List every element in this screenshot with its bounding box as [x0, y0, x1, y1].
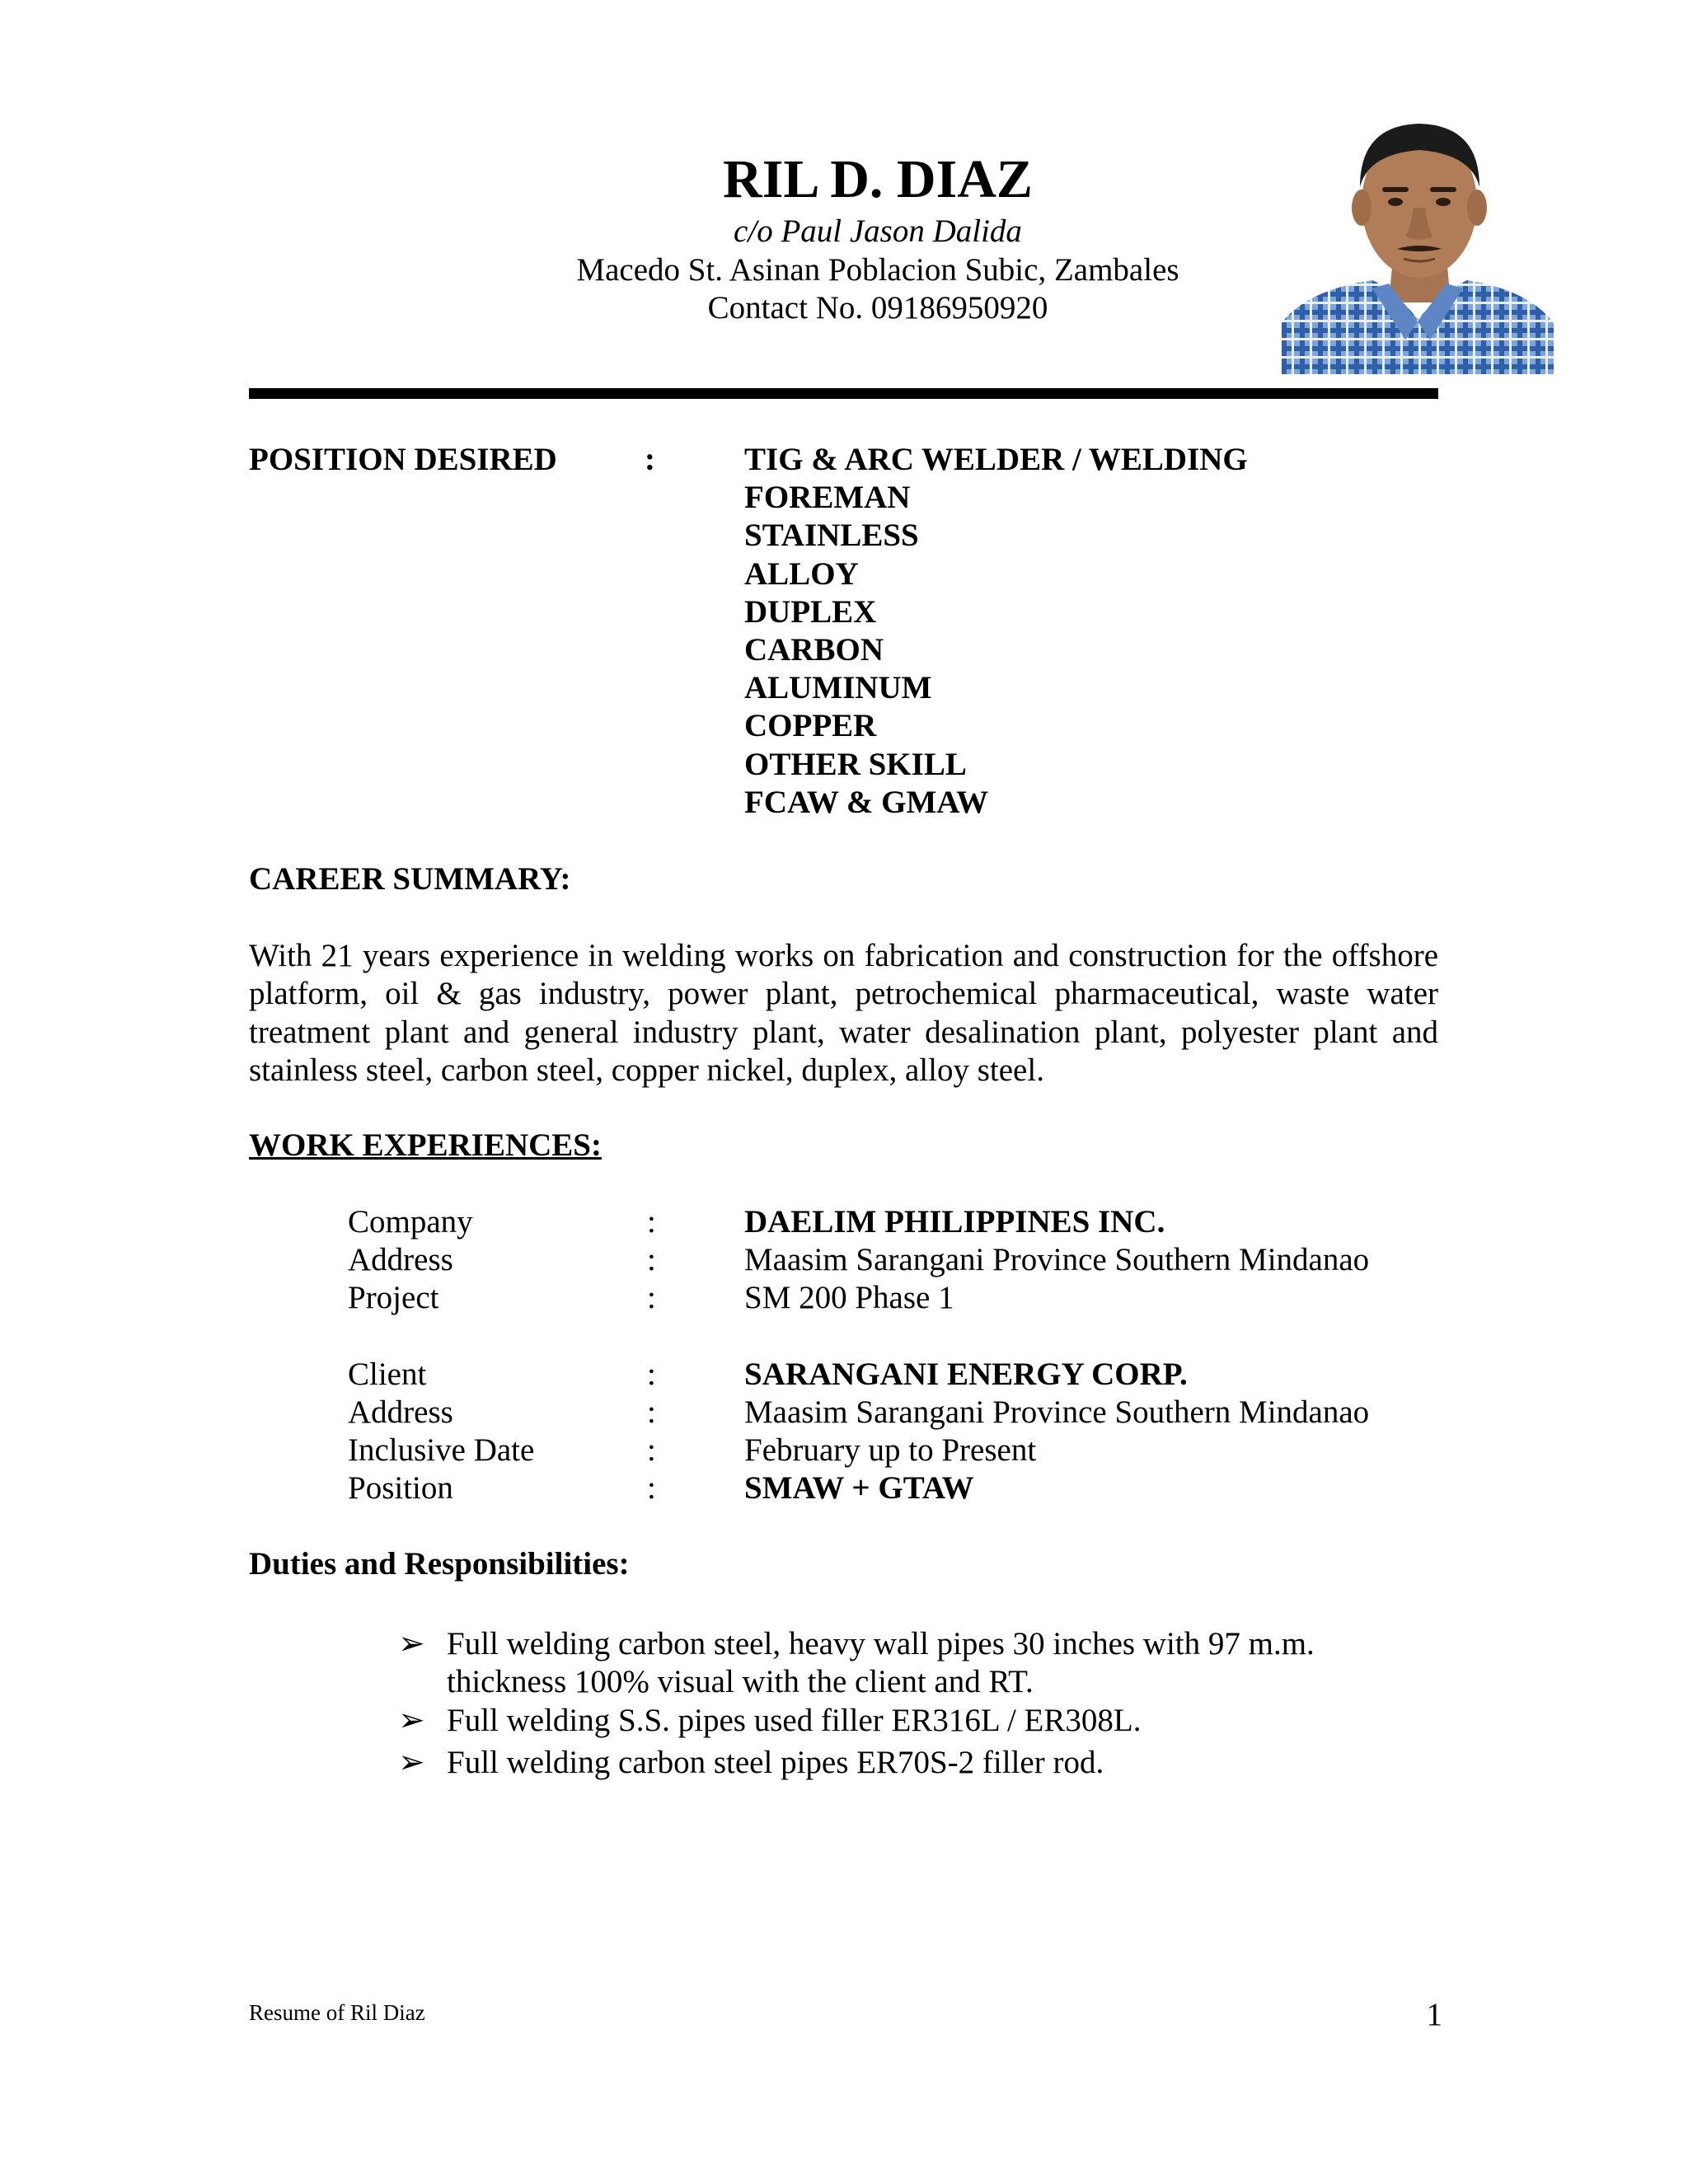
field-value-company: DAELIM PHILIPPINES INC. [744, 1204, 1165, 1240]
position-item: TIG & ARC WELDER / WELDING [744, 442, 1248, 477]
position-item: FOREMAN [744, 480, 911, 516]
position-item: CARBON [744, 632, 884, 668]
header-divider [249, 388, 1438, 399]
applicant-photo [1282, 92, 1554, 374]
position-item: OTHER SKILL [744, 746, 967, 782]
page-number: 1 [1426, 1997, 1442, 2032]
work-experiences-heading: WORK EXPERIENCES: [249, 1127, 602, 1163]
care-of-line: c/o Paul Jason Dalida [734, 213, 1022, 249]
applicant-name: RIL D. DIAZ [723, 149, 1033, 209]
field-colon: : [647, 1432, 656, 1468]
contact-line: Contact No. 09186950920 [707, 290, 1048, 326]
field-value-address: Maasim Sarangani Province Southern Mindanao [744, 1242, 1370, 1277]
field-value-inclusive-date: February up to Present [744, 1432, 1037, 1468]
field-value-client-address: Maasim Sarangani Province Southern Mindanao [744, 1394, 1370, 1430]
field-label-project: Project [348, 1280, 439, 1315]
position-desired-label: POSITION DESIRED [249, 442, 557, 477]
position-item: ALLOY [744, 555, 859, 592]
field-colon: : [647, 1470, 656, 1506]
position-desired-list [744, 441, 1248, 822]
duty-text: Full welding carbon steel, heavy wall pipes 30 inches with 97 m.m. thickness 100% visual with the client and RT. [447, 1626, 1315, 1699]
duty-text: Full welding S.S. pipes used filler ER316L / ER308L. [447, 1703, 1142, 1738]
field-colon: : [647, 1204, 656, 1240]
field-colon: : [647, 1357, 656, 1392]
field-label-address: Address [348, 1242, 453, 1277]
position-item: ALUMINUM [744, 670, 932, 706]
position-item: COPPER [744, 708, 877, 744]
field-colon: : [647, 1394, 656, 1430]
position-item: STAINLESS [744, 518, 919, 554]
field-value-project: SM 200 Phase 1 [744, 1280, 954, 1315]
field-label-client: Client [348, 1357, 427, 1392]
arrow-bullet-icon: ➢ [398, 1626, 425, 1661]
position-item: FCAW & GMAW [744, 784, 989, 820]
field-colon: : [647, 1242, 656, 1277]
field-label-inclusive-date: Inclusive Date [348, 1432, 535, 1468]
field-label-position: Position [348, 1470, 453, 1506]
position-item: DUPLEX [744, 593, 877, 630]
career-summary-text: With 21 years experience in welding works on fabrication and construction for the offshore platform, oil & gas industry, power plant, petrochemical pharmaceutical, waste water treatment plant and general industry plant, water desalination plant, polyester plant and stainless steel, carbon steel, copper nickel, duplex, alloy steel. [249, 938, 1438, 1088]
field-colon: : [647, 1280, 656, 1315]
footer-label: Resume of Ril Diaz [249, 2000, 425, 2025]
arrow-bullet-icon: ➢ [398, 1703, 425, 1738]
duty-text: Full welding carbon steel pipes ER70S-2 filler rod. [447, 1745, 1104, 1780]
field-value-position: SMAW + GTAW [744, 1470, 974, 1506]
position-desired-colon: : [645, 442, 655, 477]
arrow-bullet-icon: ➢ [398, 1745, 425, 1780]
duties-heading: Duties and Responsibilities: [249, 1546, 630, 1582]
field-value-client: SARANGANI ENERGY CORP. [744, 1357, 1188, 1392]
field-label-client-address: Address [348, 1394, 453, 1430]
career-summary-heading: CAREER SUMMARY: [249, 861, 571, 897]
field-label-company: Company [348, 1204, 473, 1240]
address-line: Macedo St. Asinan Poblacion Subic, Zambales [576, 252, 1179, 288]
